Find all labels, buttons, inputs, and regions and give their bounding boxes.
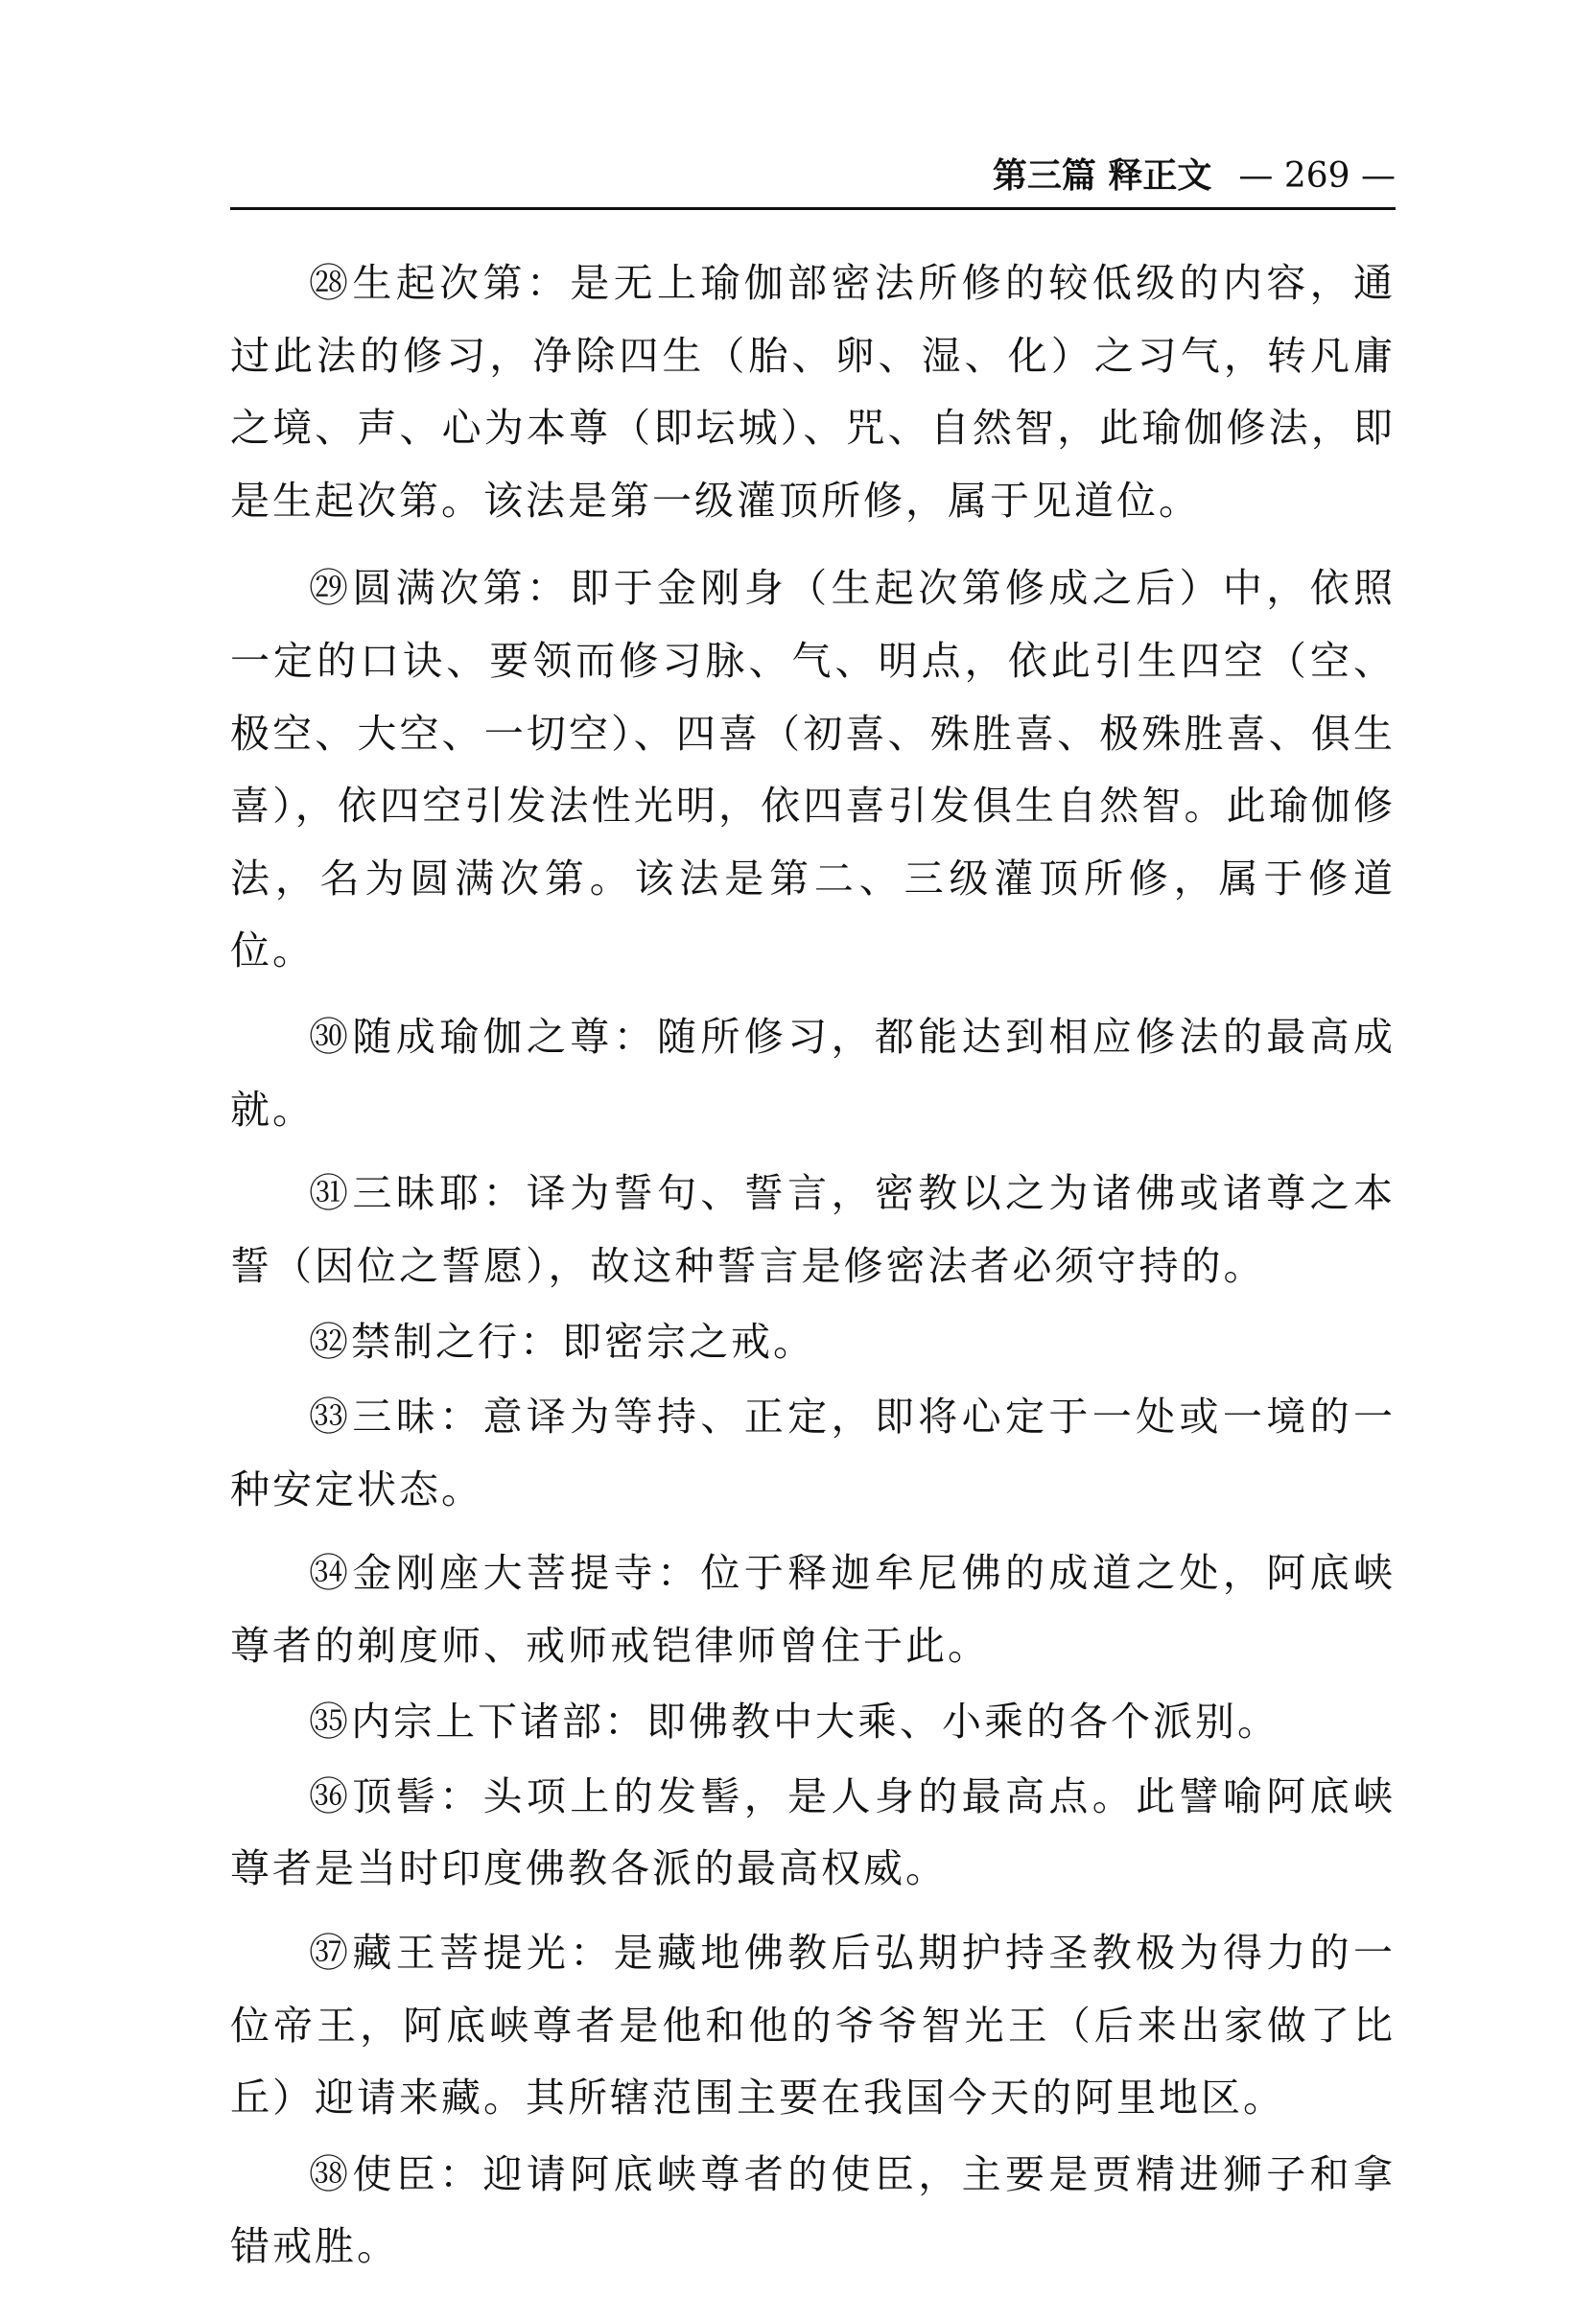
- header-title: 第三篇 释正文: [992, 155, 1212, 196]
- note-paragraph: ㉘生起次第：是无上瑜伽部密法所修的较低级的内容，通过此法的修习，净除四生（胎、卵、湿、化）之习气，转凡庸之境、声、心为本尊（即坛城）、咒、自然智，此瑜伽修法，即是生起次第。该法是第一级灌顶所修，属于见道位。: [230, 260, 1396, 524]
- note-paragraph: ㊲藏王菩提光：是藏地佛教后弘期护持圣教极为得力的一位帝王，阿底峡尊者是他和他的爷爷智光王（后来出家做了比丘）迎请来藏。其所辖范围主要在我国今天的阿里地区。: [230, 1930, 1396, 2122]
- page-body: [230, 247, 1396, 2284]
- running-header: [230, 144, 1396, 210]
- page-number: — 269 —: [1238, 156, 1396, 196]
- note-paragraph: ㉜禁制之行：即密宗之戒。: [309, 1319, 815, 1366]
- note-paragraph: ㉛三昧耶：译为誓句、誓言，密教以之为诸佛或诸尊之本誓（因位之誓愿），故这种誓言是修密法者必须守持的。: [230, 1170, 1396, 1289]
- note-paragraph: ㉟内宗上下诸部：即佛教中大乘、小乘的各个派别。: [309, 1699, 1279, 1746]
- note-paragraph: ㊱顶髻：头项上的发髻，是人身的最高点。此譬喻阿底峡尊者是当时印度佛教各派的最高权威。: [230, 1772, 1396, 1892]
- note-paragraph: ㉞金刚座大菩提寺：位于释迦牟尼佛的成道之处，阿底峡尊者的剃度师、戒师戒铠律师曾住于此。: [230, 1550, 1396, 1669]
- note-paragraph: ㉙圆满次第：即于金刚身（生起次第修成之后）中，依照一定的口诀、要领而修习脉、气、明点，依此引生四空（空、极空、大空、一切空）、四喜（初喜、殊胜喜、极殊胜喜、俱生喜），依四空引发法性光明，依四喜引发俱生自然智。此瑜伽修法，名为圆满次第。该法是第二、三级灌顶所修，属于修道位。: [230, 565, 1396, 974]
- note-paragraph: ㊳使臣：迎请阿底峡尊者的使臣，主要是贾精进狮子和拿错戒胜。: [230, 2150, 1396, 2270]
- note-paragraph: ㉝三昧：意译为等持、正定，即将心定于一处或一境的一种安定状态。: [230, 1393, 1396, 1512]
- note-paragraph: ㉚随成瑜伽之尊：随所修习，都能达到相应修法的最高成就。: [230, 1013, 1396, 1133]
